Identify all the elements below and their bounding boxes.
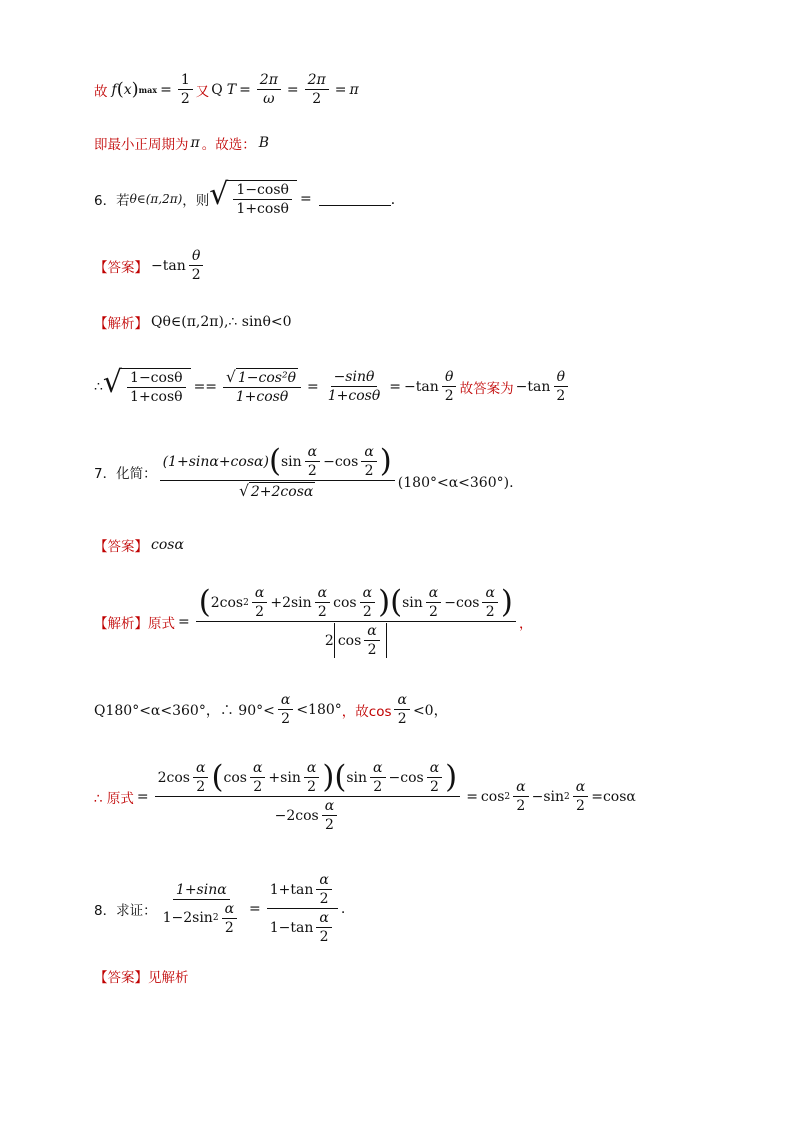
equals: = <box>389 378 401 395</box>
choice-b: B <box>258 135 269 151</box>
fraction-2: √ 1−cos²θ 1+cosθ <box>223 368 301 405</box>
answer-tag: 【答案】 <box>94 259 148 276</box>
lt-0: <0， <box>412 702 448 719</box>
q6-label: 6．若 <box>94 192 130 209</box>
equals: = <box>286 81 299 98</box>
solution-6 <box>94 312 292 332</box>
line-period-calc: 故 f ( x ) max = $\frac{1}{2}$ 又 Q T = $\frac{2\pi}{\omega}$ = $\frac{2\pi}{2}$ = π <box>94 72 359 107</box>
period: . <box>340 900 346 917</box>
x-symbol: x <box>123 81 132 98</box>
answer-8-value: 见解析 <box>148 970 189 986</box>
fraction-theta-2: $\frac{\theta}{2}$ <box>553 369 568 404</box>
q6-sqrt: √ $\frac{1-\cos\theta}{1+\cos\theta}$ <box>209 180 297 217</box>
text-choose: 。故选： <box>201 137 256 153</box>
q8-right-fraction: 1+tan $\frac{\alpha}{2}$ 1−tan $\frac{\alpha}{2}$ <box>267 872 338 945</box>
fraction-half: $\frac{1}{2}$ <box>178 72 193 107</box>
answer-8 <box>94 966 189 986</box>
equals: = <box>239 81 251 98</box>
text-gu-cos: ，故cos <box>341 703 392 720</box>
fraction-2pi-omega: $\frac{2\pi}{\omega}$ <box>257 72 281 107</box>
fraction-2pi-2: $\frac{2\pi}{2}$ <box>305 72 329 107</box>
solution-tag: 【解析】原式 <box>94 615 175 632</box>
pi-symbol: π <box>349 81 359 98</box>
lt-180: <180° <box>296 701 342 718</box>
solution-tag: 【解析】 <box>94 316 148 332</box>
equals: == <box>193 378 218 395</box>
fraction-alpha-2: $\frac{\alpha}{2}$ <box>278 692 293 727</box>
f-symbol: f <box>111 81 117 98</box>
q-symbol: Q <box>211 81 223 98</box>
text-gu: 故 <box>94 83 108 100</box>
equals: = <box>249 900 261 917</box>
therefore: ∴ <box>94 378 103 395</box>
question-6 <box>94 177 405 217</box>
answer-blank[interactable] <box>319 191 391 206</box>
pi-symbol: π <box>190 135 200 151</box>
fraction-theta-2: $\frac{\theta}{2}$ <box>442 369 457 404</box>
sqrt-1: √ $\frac{1-\cos\theta}{1+\cos\theta}$ <box>103 368 191 405</box>
question-8 <box>94 872 345 945</box>
answer-text: 故答案为 <box>459 380 514 397</box>
s7-fraction: ( 2cos 2 $\frac{\alpha}{2}$ + 2sin $\frac{\alpha}{2}$ cos $\frac{\alpha}{2}$ ) ( sin $\frac{\alpha}{2}$ − cos $\frac{\alpha}{2}$ ) 2 cos $\frac{\alpha}{2}$ <box>196 585 516 658</box>
text-you: 又 <box>195 83 210 100</box>
line-min-period <box>94 133 269 153</box>
solution-7-range <box>94 692 448 727</box>
q6-then: ，则 <box>182 192 210 209</box>
equals: = <box>136 788 149 805</box>
equals: = <box>334 81 347 98</box>
minus-tan: −tan <box>515 378 551 395</box>
q6-condition: θ∈(π,2π) <box>129 191 183 206</box>
fraction-alpha-2: $\frac{\alpha}{2}$ <box>513 779 528 814</box>
solution-tag: ∴ 原式 <box>94 790 134 807</box>
solution-7-result: ∴ 原式 = 2cos $\frac{\alpha}{2}$ ( cos $\frac{\alpha}{2}$ + sin $\frac{\alpha}{2}$ ) ( sin $\frac{\alpha}{2}$ − cos $\frac{\alpha}{2}$ ) −2cos $\frac{\alpha}{2}$ = cos 2 $\frac{\alpha}{2}$ − sin 2 $\frac{\alpha}{2}$ =cosα <box>94 759 636 833</box>
t-symbol: T <box>226 81 237 98</box>
max-subscript: max <box>138 84 158 95</box>
q7-fraction: (1+sinα+cosα) ( sin $\frac{\alpha}{2}$ − cos $\frac{\alpha}{2}$ ) √ 2+2cosα <box>160 444 395 500</box>
comma: ， <box>518 615 533 632</box>
period: ． <box>390 191 405 208</box>
s7c-fraction: 2cos $\frac{\alpha}{2}$ ( cos $\frac{\alpha}{2}$ + sin $\frac{\alpha}{2}$ ) ( sin $\frac{\alpha}{2}$ − cos $\frac{\alpha}{2}$ ) −2cos $\frac{\alpha}{2}$ <box>155 760 461 833</box>
equals: = <box>299 190 312 207</box>
period: . <box>509 475 514 491</box>
range-text: Q180°<α<360°，∴ 90°< <box>94 702 275 719</box>
text-min-period: 即最小正周期为 <box>94 137 189 153</box>
equals: = <box>466 788 478 805</box>
q8-left-fraction: 1+sinα 1−2sin 2 $\frac{\alpha}{2}$ <box>160 882 243 936</box>
minus-tan: −tan <box>404 378 439 395</box>
answer-7 <box>94 535 184 555</box>
q7-range: (180°<α<360°) <box>397 475 510 491</box>
solution-6-derivation <box>94 365 571 405</box>
question-7 <box>94 444 514 500</box>
minus-tan: −tan <box>151 257 186 274</box>
answer-tag: 【答案】 <box>94 539 148 555</box>
equals: = <box>160 81 172 98</box>
fraction-alpha-2: $\frac{\alpha}{2}$ <box>394 692 409 727</box>
q8-label: 8．求证： <box>94 902 157 919</box>
fraction-alpha-2: $\frac{\alpha}{2}$ <box>573 779 588 814</box>
solution-6-text: Qθ∈(π,2π),∴ sinθ<0 <box>151 314 292 330</box>
answer-tag: 【答案】 <box>94 970 148 986</box>
q7-label: 7．化简： <box>94 466 157 482</box>
equals: = <box>178 613 190 630</box>
result: =cosα <box>591 788 636 805</box>
answer-7-value: cosα <box>151 537 184 553</box>
answer-6 <box>94 248 207 283</box>
fraction-theta-2: $\frac{\theta}{2}$ <box>189 248 204 283</box>
fraction-3: $\frac{-\sin\theta}{1+\cos\theta}$ <box>327 369 381 404</box>
solution-7 <box>94 585 532 658</box>
equals: = <box>307 378 319 395</box>
